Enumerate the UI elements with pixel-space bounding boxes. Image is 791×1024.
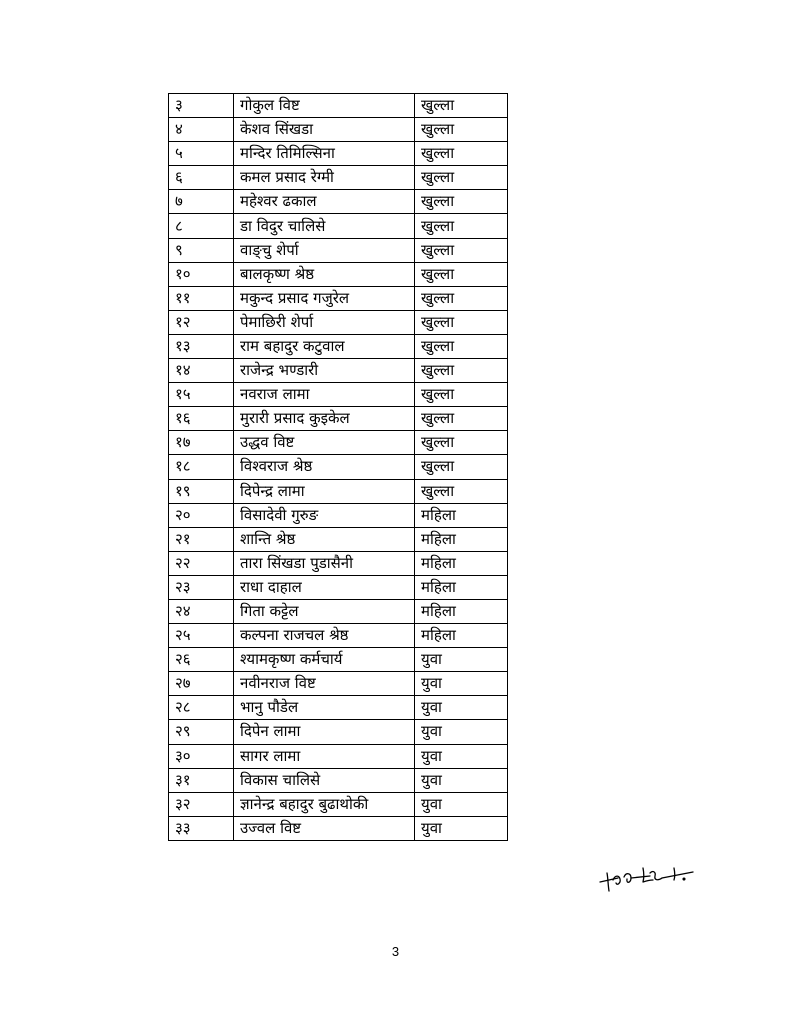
row-number-cell: ४	[169, 118, 234, 142]
table-row	[169, 575, 508, 599]
row-number-cell: १२	[169, 310, 234, 334]
row-number-cell: ३३	[169, 816, 234, 840]
member-name-cell: गिता कट्टेल	[234, 599, 415, 623]
member-category-cell: युवा	[415, 816, 508, 840]
table-row	[169, 383, 508, 407]
member-name-cell: पेमाछिरी शेर्पा	[234, 310, 415, 334]
member-category-cell: खुल्ला	[415, 286, 508, 310]
member-name-cell: दिपेन लामा	[234, 720, 415, 744]
member-name-cell: नवीनराज विष्ट	[234, 672, 415, 696]
member-name-cell: नवराज लामा	[234, 383, 415, 407]
table-row	[169, 334, 508, 358]
member-category-cell: खुल्ला	[415, 334, 508, 358]
row-number-cell: ९	[169, 238, 234, 262]
member-name-cell: राधा दाहाल	[234, 575, 415, 599]
member-name-cell: डा विदुर चालिसे	[234, 214, 415, 238]
member-category-cell: युवा	[415, 720, 508, 744]
row-number-cell: २८	[169, 696, 234, 720]
table-row	[169, 792, 508, 816]
member-category-cell: महिला	[415, 599, 508, 623]
row-number-cell: ३२	[169, 792, 234, 816]
row-number-cell: १७	[169, 431, 234, 455]
row-number-cell: १४	[169, 359, 234, 383]
row-number-cell: २०	[169, 503, 234, 527]
member-category-cell: खुल्ला	[415, 479, 508, 503]
row-number-cell: ८	[169, 214, 234, 238]
table-row	[169, 455, 508, 479]
member-name-cell: बालकृष्ण श्रेष्ठ	[234, 262, 415, 286]
table-row	[169, 624, 508, 648]
member-name-cell: दिपेन्द्र लामा	[234, 479, 415, 503]
member-name-cell: महेश्वर ढकाल	[234, 190, 415, 214]
row-number-cell: २३	[169, 575, 234, 599]
table-row	[169, 816, 508, 840]
table-row	[169, 768, 508, 792]
row-number-cell: १९	[169, 479, 234, 503]
table-row	[169, 359, 508, 383]
table-row	[169, 214, 508, 238]
member-table	[168, 93, 508, 841]
member-category-cell: युवा	[415, 792, 508, 816]
member-category-cell: युवा	[415, 744, 508, 768]
member-category-cell: खुल्ला	[415, 359, 508, 383]
member-name-cell: विसादेवी गुरुङ	[234, 503, 415, 527]
member-category-cell: खुल्ला	[415, 407, 508, 431]
row-number-cell: १५	[169, 383, 234, 407]
member-category-cell: खुल्ला	[415, 262, 508, 286]
table-row	[169, 118, 508, 142]
member-category-cell: महिला	[415, 575, 508, 599]
table-row	[169, 142, 508, 166]
member-name-cell: वाङ्चु शेर्पा	[234, 238, 415, 262]
member-category-cell: खुल्ला	[415, 431, 508, 455]
table-row	[169, 599, 508, 623]
row-number-cell: २२	[169, 551, 234, 575]
row-number-cell: १३	[169, 334, 234, 358]
member-name-cell: केशव सिंखडा	[234, 118, 415, 142]
row-number-cell: १८	[169, 455, 234, 479]
table-row	[169, 286, 508, 310]
member-name-cell: राम बहादुर कटुवाल	[234, 334, 415, 358]
member-name-cell: उद्धव विष्ट	[234, 431, 415, 455]
member-category-cell: महिला	[415, 527, 508, 551]
member-name-cell: भानु पौडेल	[234, 696, 415, 720]
member-name-cell: ज्ञानेन्द्र बहादुर बुढाथोकी	[234, 792, 415, 816]
row-number-cell: ३१	[169, 768, 234, 792]
member-category-cell: खुल्ला	[415, 310, 508, 334]
member-name-cell: राजेन्द्र भण्डारी	[234, 359, 415, 383]
member-name-cell: तारा सिंखडा पुडासैनी	[234, 551, 415, 575]
row-number-cell: २५	[169, 624, 234, 648]
table-row	[169, 238, 508, 262]
member-name-cell: मुरारी प्रसाद कुइकेल	[234, 407, 415, 431]
table-row	[169, 744, 508, 768]
member-category-cell: खुल्ला	[415, 190, 508, 214]
table-row	[169, 431, 508, 455]
member-category-cell: खुल्ला	[415, 166, 508, 190]
member-name-cell: गोकुल विष्ट	[234, 94, 415, 118]
page-number: 3	[391, 944, 400, 959]
member-name-cell: मकुन्द प्रसाद गजुरेल	[234, 286, 415, 310]
signature-mark	[598, 858, 708, 898]
member-table-body	[169, 94, 508, 841]
member-category-cell: खुल्ला	[415, 214, 508, 238]
table-row	[169, 407, 508, 431]
member-category-cell: महिला	[415, 551, 508, 575]
member-name-cell: श्यामकृष्ण कर्मचार्य	[234, 648, 415, 672]
row-number-cell: २४	[169, 599, 234, 623]
table-row	[169, 527, 508, 551]
table-row	[169, 94, 508, 118]
table-row	[169, 310, 508, 334]
member-category-cell: युवा	[415, 768, 508, 792]
member-name-cell: सागर लामा	[234, 744, 415, 768]
member-category-cell: खुल्ला	[415, 94, 508, 118]
row-number-cell: ३	[169, 94, 234, 118]
table-row	[169, 479, 508, 503]
member-name-cell: विश्वराज श्रेष्ठ	[234, 455, 415, 479]
member-category-cell: युवा	[415, 648, 508, 672]
row-number-cell: २९	[169, 720, 234, 744]
member-category-cell: महिला	[415, 624, 508, 648]
member-name-cell: कल्पना राजचल श्रेष्ठ	[234, 624, 415, 648]
table-row	[169, 262, 508, 286]
table-row	[169, 166, 508, 190]
member-category-cell: खुल्ला	[415, 142, 508, 166]
member-name-cell: विकास चालिसे	[234, 768, 415, 792]
member-name-cell: उज्वल विष्ट	[234, 816, 415, 840]
row-number-cell: २७	[169, 672, 234, 696]
member-category-cell: खुल्ला	[415, 455, 508, 479]
member-name-cell: कमल प्रसाद रेग्मी	[234, 166, 415, 190]
member-category-cell: खुल्ला	[415, 383, 508, 407]
table-row	[169, 672, 508, 696]
member-name-cell: मन्दिर तिमिल्सिना	[234, 142, 415, 166]
table-row	[169, 696, 508, 720]
row-number-cell: १६	[169, 407, 234, 431]
table-row	[169, 551, 508, 575]
member-category-cell: महिला	[415, 503, 508, 527]
row-number-cell: २१	[169, 527, 234, 551]
row-number-cell: ३०	[169, 744, 234, 768]
member-category-cell: युवा	[415, 672, 508, 696]
table-row	[169, 720, 508, 744]
row-number-cell: १०	[169, 262, 234, 286]
row-number-cell: २६	[169, 648, 234, 672]
member-category-cell: युवा	[415, 696, 508, 720]
member-category-cell: खुल्ला	[415, 238, 508, 262]
row-number-cell: ६	[169, 166, 234, 190]
table-row	[169, 503, 508, 527]
row-number-cell: ७	[169, 190, 234, 214]
row-number-cell: ११	[169, 286, 234, 310]
member-category-cell: खुल्ला	[415, 118, 508, 142]
table-row	[169, 648, 508, 672]
row-number-cell: ५	[169, 142, 234, 166]
table-row	[169, 190, 508, 214]
member-name-cell: शान्ति श्रेष्ठ	[234, 527, 415, 551]
